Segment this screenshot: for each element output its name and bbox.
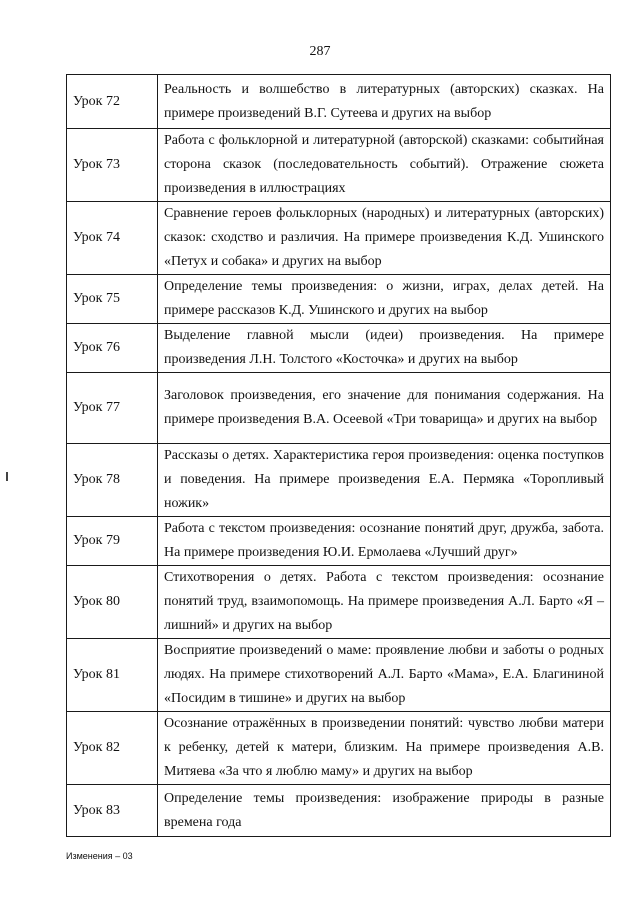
lesson-number-cell: Урок 80	[67, 566, 158, 639]
table-row	[67, 444, 611, 517]
table-row	[67, 639, 611, 712]
lesson-plan-table	[66, 74, 611, 837]
lesson-topic-cell: Работа с текстом произведения: осознание понятий друг, дружба, забота. На примере произведения Ю.И. Ермолаева «Лучший друг»	[158, 517, 611, 566]
lesson-topic-cell: Заголовок произведения, его значение для понимания содержания. На примере произведения В.А. Осеевой «Три товарища» и других на выбор	[158, 373, 611, 444]
table-row	[67, 129, 611, 202]
lesson-topic-cell: Определение темы произведения: о жизни, играх, делах детей. На примере рассказов К.Д. Ушинского и других на выбор	[158, 275, 611, 324]
table-row	[67, 275, 611, 324]
lesson-topic-cell: Работа с фольклорной и литературной (авторской) сказками: событийная сторона сказок (последовательность событий). Отражение сюжета произведения в иллюстрациях	[158, 129, 611, 202]
lesson-number-cell: Урок 77	[67, 373, 158, 444]
lesson-topic-cell: Сравнение героев фольклорных (народных) и литературных (авторских) сказок: сходство и различия. На примере произведения К.Д. Ушинского «Петух и собака» и других на выбор	[158, 202, 611, 275]
lesson-topic-cell: Выделение главной мысли (идеи) произведения. На примере произведения Л.Н. Толстого «Косточка» и других на выбор	[158, 324, 611, 373]
table-row	[67, 373, 611, 444]
table-row	[67, 566, 611, 639]
lesson-number-cell: Урок 76	[67, 324, 158, 373]
lesson-number-cell: Урок 78	[67, 444, 158, 517]
table-row	[67, 75, 611, 129]
table-row	[67, 324, 611, 373]
scan-edge-mark	[6, 472, 8, 481]
lesson-topic-cell: Определение темы произведения: изображение природы в разные времена года	[158, 785, 611, 837]
lesson-number-cell: Урок 72	[67, 75, 158, 129]
lesson-topic-cell: Восприятие произведений о маме: проявление любви и заботы о родных людях. На примере стихотворений А.Л. Барто «Мама», Е.А. Благининой «Посидим в тишине» и других на выбор	[158, 639, 611, 712]
table-row	[67, 517, 611, 566]
table-row	[67, 712, 611, 785]
lesson-number-cell: Урок 73	[67, 129, 158, 202]
table-row	[67, 202, 611, 275]
lesson-number-cell: Урок 74	[67, 202, 158, 275]
lesson-number-cell: Урок 82	[67, 712, 158, 785]
lesson-topic-cell: Реальность и волшебство в литературных (авторских) сказках. На примере произведений В.Г. Сутеева и других на выбор	[158, 75, 611, 129]
lesson-number-cell: Урок 81	[67, 639, 158, 712]
lesson-topic-cell: Стихотворения о детях. Работа с текстом произведения: осознание понятий труд, взаимопомощь. На примере произведения А.Л. Барто «Я – лишний» и других на выбор	[158, 566, 611, 639]
page-number: 287	[309, 44, 331, 59]
revision-footer: Изменения – 03	[66, 851, 133, 861]
lesson-topic-cell: Рассказы о детях. Характеристика героя произведения: оценка поступков и поведения. На примере произведения Е.А. Пермяка «Торопливый ножик»	[158, 444, 611, 517]
lesson-number-cell: Урок 79	[67, 517, 158, 566]
lesson-number-cell: Урок 75	[67, 275, 158, 324]
lesson-topic-cell: Осознание отражённых в произведении понятий: чувство любви матери к ребенку, детей к матери, близким. На примере произведения А.В. Митяева «За что я люблю маму» и других на выбор	[158, 712, 611, 785]
table-row	[67, 785, 611, 837]
lesson-number-cell: Урок 83	[67, 785, 158, 837]
